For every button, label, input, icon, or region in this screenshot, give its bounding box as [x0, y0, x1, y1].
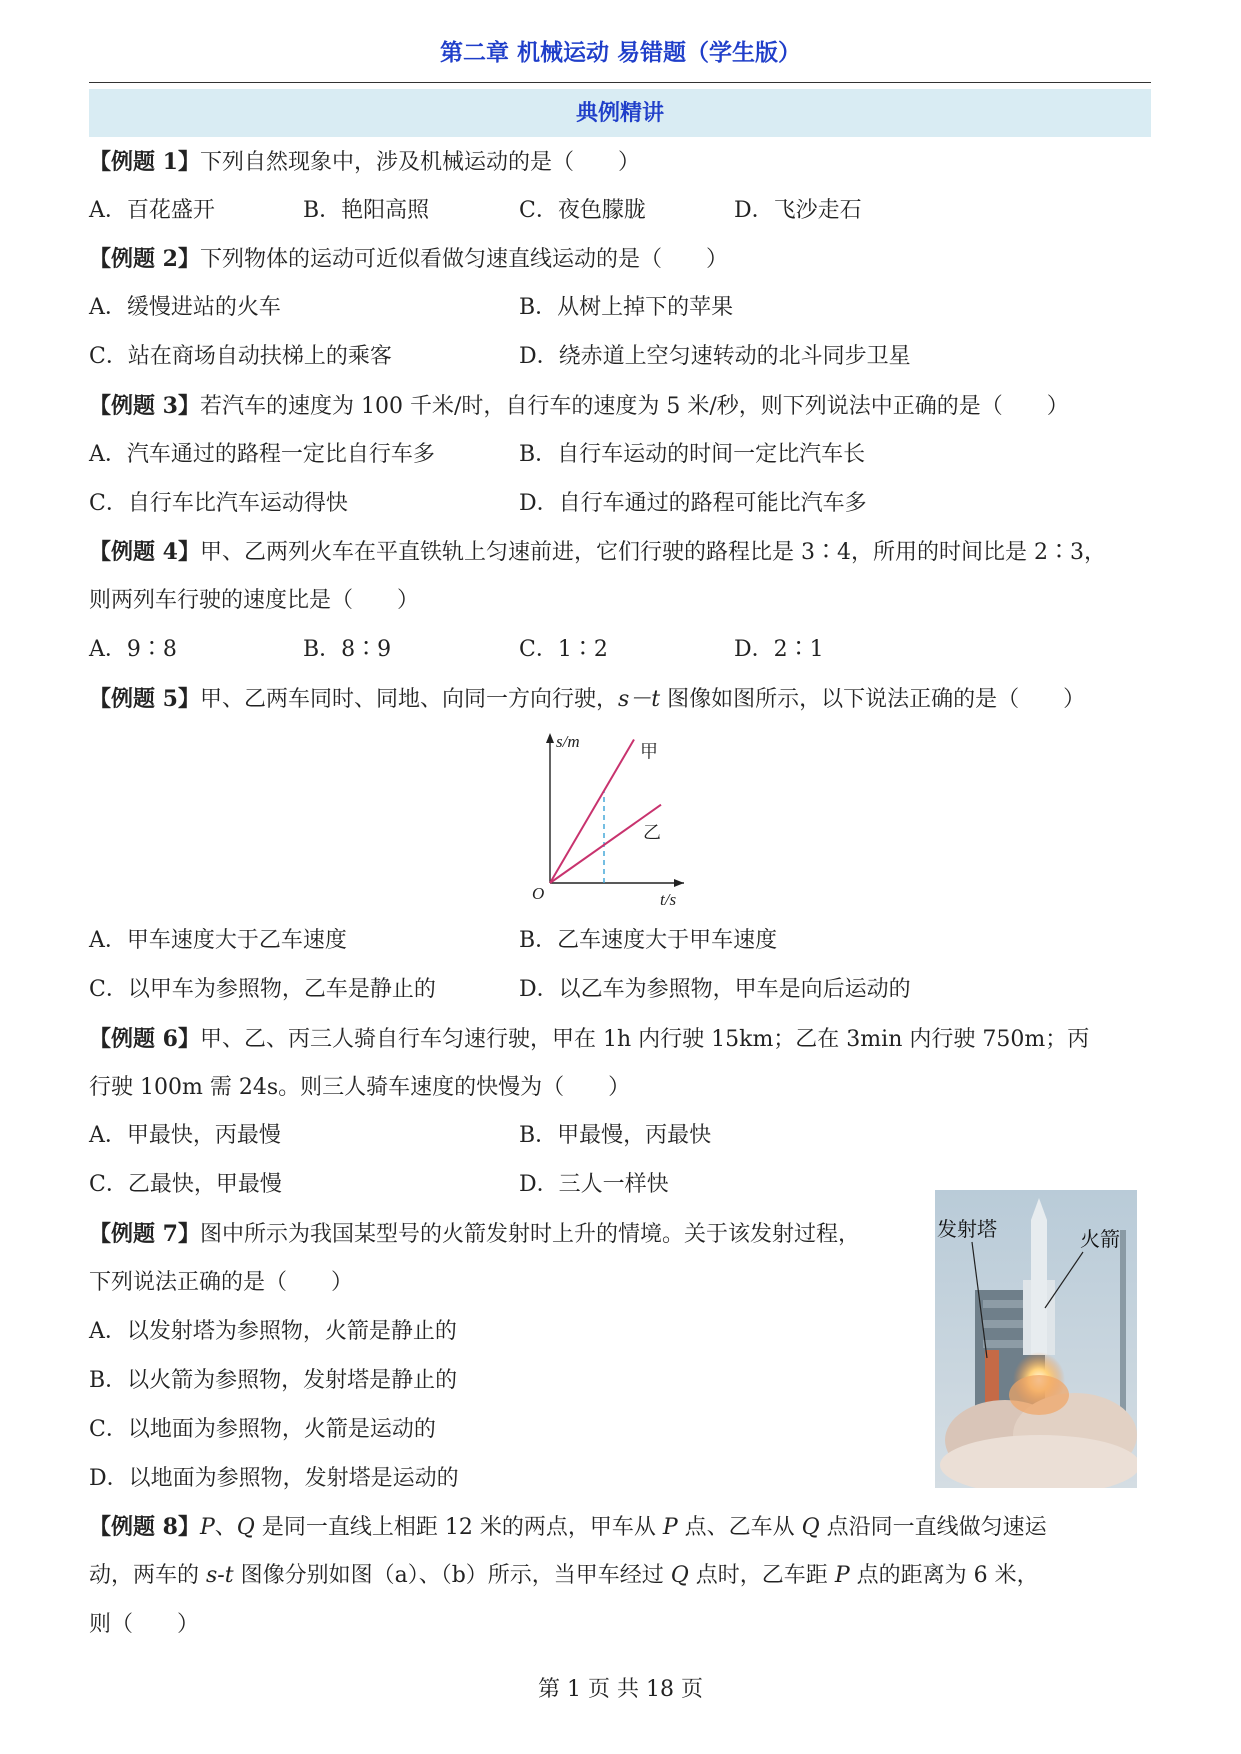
- q8-var-p: P: [199, 1515, 215, 1540]
- q5-text-pre: 甲、乙两车同时、同地、向同一方向行驶，: [199, 687, 618, 712]
- q8-tag: 【例题 8】: [89, 1514, 200, 1540]
- q6-option-b: B．甲最慢，丙最快: [519, 1123, 712, 1148]
- q6-option-a: A．甲最快，丙最慢: [89, 1123, 281, 1148]
- x-axis-arrow: [674, 879, 684, 887]
- q5-tag: 【例题 5】: [89, 686, 200, 712]
- q5-option-d: D．以乙车为参照物，甲车是向后运动的: [519, 977, 911, 1002]
- page-footer: 第 1 页 共 18 页: [538, 1677, 703, 1702]
- q7-text-1: 图中所示为我国某型号的火箭发射时上升的情境。关于该发射过程，: [199, 1222, 860, 1247]
- q8-var-p: P: [662, 1515, 678, 1540]
- series-label-jia: 甲: [640, 741, 658, 763]
- q1-option-d: D．飞沙走石: [734, 198, 862, 223]
- q5-stem: [89, 684, 1085, 715]
- q1-stem: [89, 147, 640, 178]
- q1-tag: 【例题 1】: [89, 149, 200, 175]
- q4-stem-line1: [89, 537, 1106, 568]
- s-t-chart: [518, 728, 708, 906]
- q2-option-d: D．绕赤道上空匀速转动的北斗同步卫星: [519, 344, 911, 369]
- q5-option-c: C．以甲车为参照物，乙车是静止的: [89, 977, 436, 1002]
- q1-option-a: A．百花盛开: [89, 198, 215, 223]
- q7-stem-line1: [89, 1219, 860, 1250]
- series-line-yi: [550, 805, 661, 883]
- rocket-launch-photo: [935, 1190, 1137, 1488]
- q3-option-d: D．自行车通过的路程可能比汽车多: [519, 491, 867, 516]
- q1-option-b: B．艳阳高照: [303, 198, 430, 223]
- q6-stem-line2: 行驶 100m 需 24s。则三人骑车速度的快慢为（ ）: [89, 1075, 631, 1100]
- q8-text: 点、乙车从: [677, 1515, 802, 1540]
- q4-text-1: 甲、乙两列火车在平直铁轨上匀速前进，它们行驶的路程比是 3∶4，所用的时间比是 2∶3，: [199, 540, 1106, 565]
- q6-stem-line1: [89, 1024, 1089, 1055]
- q8-stem-line2: [89, 1561, 1039, 1591]
- series-line-jia: [550, 740, 634, 883]
- q8-text: 点时，乙车距: [688, 1563, 835, 1588]
- q8-var-q: Q: [236, 1515, 255, 1540]
- q8-text: 点的距离为 6 米，: [849, 1563, 1039, 1588]
- q4-option-b: B．8∶9: [303, 637, 392, 662]
- q8-var-q: Q: [801, 1515, 820, 1540]
- q3-option-b: B．自行车运动的时间一定比汽车长: [519, 442, 866, 467]
- q7-stem-line2: 下列说法正确的是（ ）: [89, 1270, 354, 1295]
- q5-text-var: s－t: [617, 687, 661, 712]
- q5-text-post: 图像如图所示，以下说法正确的是（ ）: [660, 687, 1086, 712]
- q8-text: 点沿同一直线做匀速运: [819, 1515, 1047, 1540]
- q8-var-p: P: [834, 1563, 850, 1588]
- q7-option-c: C．以地面为参照物，火箭是运动的: [89, 1417, 436, 1442]
- q4-tag: 【例题 4】: [89, 539, 200, 565]
- y-axis-label: s/m: [556, 732, 580, 751]
- y-axis-arrow: [546, 733, 554, 743]
- q8-text: 图像分别如图（a）、（b）所示，当甲车经过: [233, 1563, 671, 1588]
- section-title: 典例精讲: [89, 89, 1151, 137]
- q8-stem-line3: 则（ ）: [89, 1612, 200, 1637]
- q2-text: 下列物体的运动可近似看做匀速直线运动的是（ ）: [199, 247, 728, 272]
- q8-text: 、: [214, 1515, 237, 1540]
- series-label-yi: 乙: [643, 822, 661, 844]
- q7-option-a: A．以发射塔为参照物，火箭是静止的: [89, 1319, 457, 1344]
- q2-option-b: B．从树上掉下的苹果: [519, 295, 734, 320]
- q8-stem-line1: [89, 1512, 1047, 1543]
- q3-stem: [89, 391, 1069, 422]
- q6-text-1: 甲、乙、丙三人骑自行车匀速行驶，甲在 1h 内行驶 15km；乙在 3min 内行驶 750m；丙: [199, 1027, 1090, 1052]
- q7-tag: 【例题 7】: [89, 1221, 200, 1247]
- q7-option-d: D．以地面为参照物，发射塔是运动的: [89, 1466, 459, 1491]
- q4-option-d: D．2∶1: [734, 637, 824, 662]
- q8-text: 动，两车的: [89, 1563, 206, 1588]
- q8-text: 是同一直线上相距 12 米的两点，甲车从: [254, 1515, 663, 1540]
- q6-option-c: C．乙最快，甲最慢: [89, 1172, 282, 1197]
- q2-option-c: C．站在商场自动扶梯上的乘客: [89, 344, 392, 369]
- q1-option-c: C．夜色朦胧: [519, 198, 646, 223]
- q3-option-c: C．自行车比汽车运动得快: [89, 491, 348, 516]
- photo-label-rocket: 火箭: [1080, 1227, 1120, 1251]
- q2-tag: 【例题 2】: [89, 246, 200, 272]
- q3-text: 若汽车的速度为 100 千米/时，自行车的速度为 5 米/秒，则下列说法中正确的是（ ）: [199, 394, 1069, 419]
- q7-option-b: B．以火箭为参照物，发射塔是静止的: [89, 1368, 458, 1393]
- q5-option-b: B．乙车速度大于甲车速度: [519, 928, 778, 953]
- q3-option-a: A．汽车通过的路程一定比自行车多: [89, 442, 435, 467]
- page-header: 第二章 机械运动 易错题（学生版）: [439, 39, 801, 66]
- x-axis-label: t/s: [660, 890, 677, 906]
- origin-label: O: [532, 884, 545, 903]
- q2-option-a: A．缓慢进站的火车: [89, 295, 281, 320]
- q3-tag: 【例题 3】: [89, 393, 200, 419]
- header-rule: [89, 82, 1151, 83]
- q4-option-a: A．9∶8: [89, 637, 177, 662]
- q4-stem-line2: 则两列车行驶的速度比是（ ）: [89, 588, 420, 613]
- q6-tag: 【例题 6】: [89, 1026, 200, 1052]
- q5-option-a: A．甲车速度大于乙车速度: [89, 928, 347, 953]
- q4-option-c: C．1∶2: [519, 637, 608, 662]
- q6-option-d: D．三人一样快: [519, 1172, 669, 1197]
- q8-var-q: Q: [670, 1563, 689, 1588]
- q1-text: 下列自然现象中，涉及机械运动的是（ ）: [199, 150, 640, 175]
- q2-stem: [89, 244, 728, 275]
- q8-var-st: s-t: [206, 1563, 234, 1588]
- photo-label-tower: 发射塔: [937, 1217, 997, 1241]
